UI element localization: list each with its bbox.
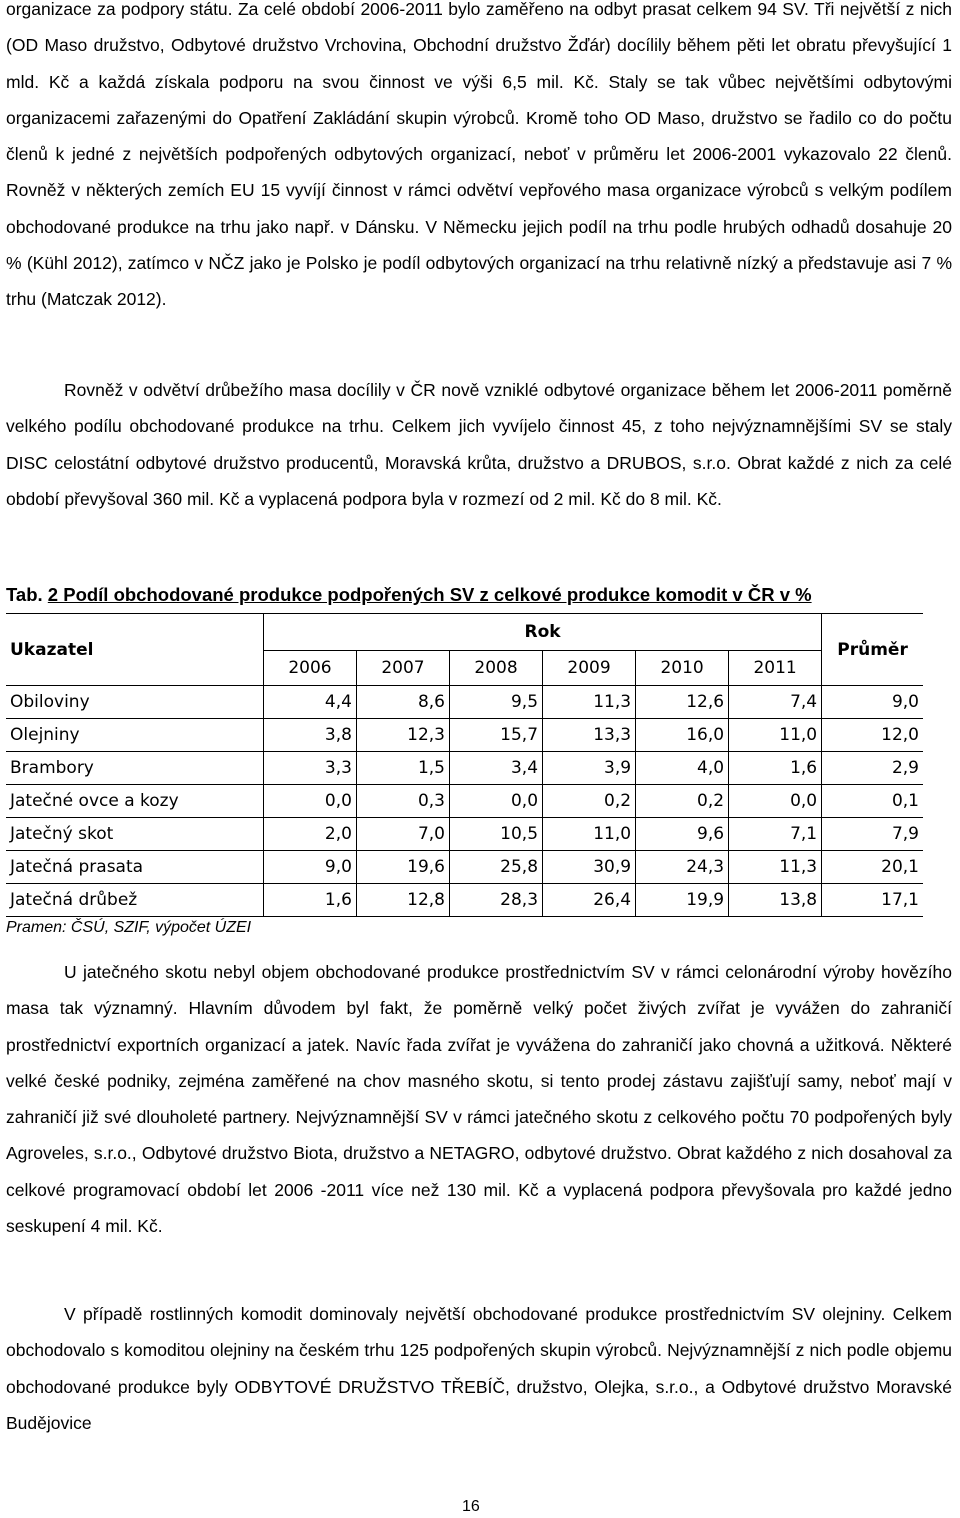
cell-value: 9,5 [450, 686, 543, 719]
cell-value: 0,2 [636, 785, 729, 818]
cell-value: 1,5 [356, 752, 449, 785]
paragraph-crop-organizations: V případě rostlinných komodit dominovaly největší obchodované produkce prostřednictvím SV olejniny. Celkem obchodovalo s komoditou olejniny na českém trhu 125 podpořených skupin výrobců. Nejvýznamnější z nich podle objemu obchodované produkce byly ODBYTOVÉ DRUŽSTVO TŘEBÍČ, družstvo, Olejka, s.r.o., a Odbytové družstvo Moravské Budějovice [6, 1304, 952, 1433]
cell-average: 2,9 [822, 752, 923, 785]
cell-value: 8,6 [356, 686, 449, 719]
cell-value: 11,0 [543, 818, 636, 851]
table-caption [6, 584, 952, 606]
cell-average: 17,1 [822, 884, 923, 917]
header-year: 2007 [356, 651, 449, 686]
cell-value: 30,9 [543, 851, 636, 884]
page-number: 16 [462, 1498, 480, 1515]
row-label: Jatečná prasata [6, 851, 263, 884]
cell-value: 26,4 [543, 884, 636, 917]
cell-value: 3,4 [450, 752, 543, 785]
header-year: 2011 [729, 651, 822, 686]
cell-value: 3,9 [543, 752, 636, 785]
table-source: Pramen: ČSÚ, SZIF, výpočet ÚZEI [6, 919, 252, 936]
row-label: Olejniny [6, 719, 263, 752]
table-row [6, 752, 923, 785]
commodity-share-table [6, 613, 923, 917]
cell-value: 10,5 [450, 818, 543, 851]
cell-average: 0,1 [822, 785, 923, 818]
cell-value: 25,8 [450, 851, 543, 884]
cell-value: 9,6 [636, 818, 729, 851]
cell-value: 11,3 [543, 686, 636, 719]
header-year-group: Rok [263, 614, 821, 651]
cell-value: 2,0 [263, 818, 356, 851]
cell-value: 19,6 [356, 851, 449, 884]
paragraph-pig-organizations: organizace za podpory státu. Za celé období 2006-2011 bylo zaměřeno na odbyt prasat celkem 94 SV. Tři největší z nich (OD Maso družstvo, Odbytové družstvo Vrchovina, Obchodní družstvo Žďár) docílily během pěti let obratu převyšující 1 mld. Kč a každá získala podporu na svou činnost ve výši 6,5 mil. Kč. Staly se tak vůbec největšími odbytovými organizacemi zařazenými do Opatření Zakládání skupin výrobců. Kromě toho OD Maso, družstvo se řadilo co do počtu členů k jedné z největších podpořených odbytových organizací, neboť v průměru let 2006-2001 vykazovalo 22 členů. Rovněž v některých zemích EU 15 vyvíjí činnost v rámci odvětví vepřového masa organizace výrobců s velkým podílem obchodované produkce na trhu jako např. v Dánsku. V Německu jejich podíl na trhu podle hrubých odhadů dosahuje 20 % (Kühl 2012), zatímco v NČZ jako je Polsko je podíl odbytových organizací na trhu relativně nízký a představuje asi 7 % trhu (Matczak 2012). [6, 0, 952, 310]
cell-value: 16,0 [636, 719, 729, 752]
paragraph-cattle-organizations: U jatečného skotu nebyl objem obchodované produkce prostřednictvím SV v rámci celonárodní výroby hovězího masa tak významný. Hlavním důvodem byl fakt, že poměrně velký počet živých zvířat je vyvážen do zahraničí prostřednictví exportních organizací a jatek. Navíc řada zvířat je vyvážena do zahraničí jako chovná a užitková. Některé velké české podniky, zejména zaměřené na chov masného skotu, si tento prodej zástavu zajišťují samy, neboť mají v zahraničí již své dlouholeté partnery. Nejvýznamnější SV v rámci jatečného skotu z celkového počtu 70 podpořených byly Agroveles, s.r.o., Odbytové družstvo Biota, družstvo a NETAGRO, odbytové družstvo. Obrat každého z nich dosahoval za celkové programovací období let 2006 -2011 více než 130 mil. Kč a vyplacená podpora převyšovala pro každé jedno seskupení 4 mil. Kč. [6, 962, 952, 1237]
cell-average: 7,9 [822, 818, 923, 851]
cell-value: 0,0 [729, 785, 822, 818]
cell-value: 4,0 [636, 752, 729, 785]
cell-value: 19,9 [636, 884, 729, 917]
cell-value: 7,4 [729, 686, 822, 719]
cell-value: 0,0 [450, 785, 543, 818]
cell-value: 15,7 [450, 719, 543, 752]
cell-value: 4,4 [263, 686, 356, 719]
row-label: Jatečný skot [6, 818, 263, 851]
cell-value: 11,3 [729, 851, 822, 884]
cell-value: 13,8 [729, 884, 822, 917]
header-year: 2009 [543, 651, 636, 686]
cell-value: 12,8 [356, 884, 449, 917]
table-caption-prefix: Tab. [6, 584, 48, 605]
table-row [6, 884, 923, 917]
cell-value: 0,0 [263, 785, 356, 818]
row-label: Obiloviny [6, 686, 263, 719]
cell-value: 7,1 [729, 818, 822, 851]
table-caption-text: 2 Podíl obchodované produkce podpořených SV z celkové produkce komodit v ČR v % [47, 584, 812, 605]
cell-value: 3,8 [263, 719, 356, 752]
cell-value: 12,6 [636, 686, 729, 719]
table-row [6, 785, 923, 818]
cell-value: 7,0 [356, 818, 449, 851]
cell-value: 9,0 [263, 851, 356, 884]
table-row [6, 851, 923, 884]
header-indicator: Ukazatel [6, 614, 263, 686]
header-average: Průměr [822, 614, 923, 686]
cell-average: 9,0 [822, 686, 923, 719]
cell-value: 28,3 [450, 884, 543, 917]
row-label: Jatečné ovce a kozy [6, 785, 263, 818]
table-row [6, 719, 923, 752]
header-year: 2008 [450, 651, 543, 686]
row-label: Jatečná drůbež [6, 884, 263, 917]
cell-value: 3,3 [263, 752, 356, 785]
cell-average: 12,0 [822, 719, 923, 752]
cell-value: 24,3 [636, 851, 729, 884]
cell-value: 12,3 [356, 719, 449, 752]
paragraph-poultry-organizations: Rovněž v odvětví drůbežího masa docílily v ČR nově vzniklé odbytové organizace během let 2006-2011 poměrně velkého podílu obchodované produkce na trhu. Celkem jich vyvíjelo činnost 45, z toho nejvýznamnějšími SV se staly DISC celostátní odbytové družstvo producentů, Moravská krůta, družstvo a DRUBOS, s.r.o. Obrat každé z nich za celé období převyšoval 360 mil. Kč a vyplacená podpora byla v rozmezí od 2 mil. Kč do 8 mil. Kč. [6, 380, 952, 509]
cell-value: 0,2 [543, 785, 636, 818]
row-label: Brambory [6, 752, 263, 785]
header-year: 2006 [263, 651, 356, 686]
table-row [6, 686, 923, 719]
cell-value: 1,6 [263, 884, 356, 917]
table-row [6, 818, 923, 851]
cell-average: 20,1 [822, 851, 923, 884]
header-year: 2010 [636, 651, 729, 686]
cell-value: 13,3 [543, 719, 636, 752]
cell-value: 1,6 [729, 752, 822, 785]
cell-value: 0,3 [356, 785, 449, 818]
cell-value: 11,0 [729, 719, 822, 752]
